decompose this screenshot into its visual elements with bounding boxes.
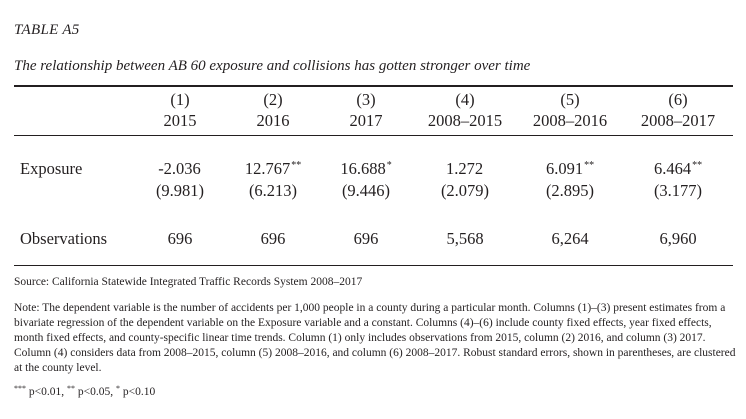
observations-4: 5,568 bbox=[446, 229, 484, 248]
exposure-se-3: (9.446) bbox=[341, 181, 391, 200]
col-6-period: 2008–2017 bbox=[640, 111, 716, 130]
top-rule bbox=[14, 85, 733, 87]
col-5-period: 2008–2016 bbox=[532, 111, 608, 130]
exposure-coef-2: 12.767** bbox=[244, 159, 302, 178]
table-label: TABLE A5 bbox=[14, 22, 80, 38]
exposure-coef-5: 6.091** bbox=[545, 159, 595, 178]
table-caption: The relationship between AB 60 exposure and collisions has gotten stronger over time bbox=[14, 58, 531, 74]
sig-text-1: p<0.01, bbox=[28, 386, 65, 398]
exposure-coef-3: 16.688* bbox=[340, 159, 392, 178]
col-4-number: (4) bbox=[455, 90, 475, 109]
exposure-se-5: (2.895) bbox=[545, 181, 595, 200]
col-4-period: 2008–2015 bbox=[427, 111, 503, 130]
col-1-number: (1) bbox=[170, 90, 190, 109]
exposure-coef-4: 1.272 bbox=[445, 159, 484, 178]
exposure-label: Exposure bbox=[20, 159, 83, 178]
header-rule bbox=[14, 135, 733, 136]
sig-stars-2: ** bbox=[67, 384, 75, 393]
col-1-period: 2015 bbox=[163, 111, 197, 130]
sig-stars-1: *** bbox=[14, 384, 26, 393]
sig-text-3: p<0.10 bbox=[122, 386, 156, 398]
observations-3: 696 bbox=[353, 229, 379, 248]
exposure-se-1: (9.981) bbox=[155, 181, 205, 200]
exposure-coef-6: 6.464** bbox=[653, 159, 703, 178]
observations-6: 6,960 bbox=[659, 229, 697, 248]
sig-text-2: p<0.05, bbox=[77, 386, 114, 398]
col-5-number: (5) bbox=[560, 90, 580, 109]
exposure-se-4: (2.079) bbox=[440, 181, 490, 200]
exposure-se-2: (6.213) bbox=[248, 181, 298, 200]
col-6-number: (6) bbox=[668, 90, 688, 109]
observations-2: 696 bbox=[260, 229, 286, 248]
observations-1: 696 bbox=[167, 229, 193, 248]
exposure-se-6: (3.177) bbox=[653, 181, 703, 200]
exposure-coef-1: -2.036 bbox=[158, 159, 201, 178]
col-3-period: 2017 bbox=[349, 111, 383, 130]
observations-5: 6,264 bbox=[551, 229, 589, 248]
col-2-period: 2016 bbox=[256, 111, 290, 130]
table-note: Note: The dependent variable is the number of accidents per 1,000 people in a county during a particular month. Columns (1)–(3) present estimates from a bivariate regression of the dependent variable on the Exposure variable and a constant. Columns (4)–(6) include county fixed effects, year fixed effects, month fixed effects, and county-specific linear time trends. Column (1) only includes observations from 2015, column (2) 2016, and column (3) 2017. Column (4) considers data from 2008–2015, column (5) 2008–2016, and column (6) 2008–2017. Robust standard errors, shown in parentheses, are clustered at the county level. bbox=[14, 302, 736, 374]
bottom-rule bbox=[14, 265, 733, 266]
observations-label: Observations bbox=[20, 229, 108, 248]
source-note: Source: California Statewide Integrated Traffic Records System 2008–2017 bbox=[14, 276, 363, 288]
sig-stars-3: * bbox=[116, 384, 120, 393]
col-3-number: (3) bbox=[356, 90, 376, 109]
col-2-number: (2) bbox=[263, 90, 283, 109]
significance-legend bbox=[14, 384, 155, 398]
